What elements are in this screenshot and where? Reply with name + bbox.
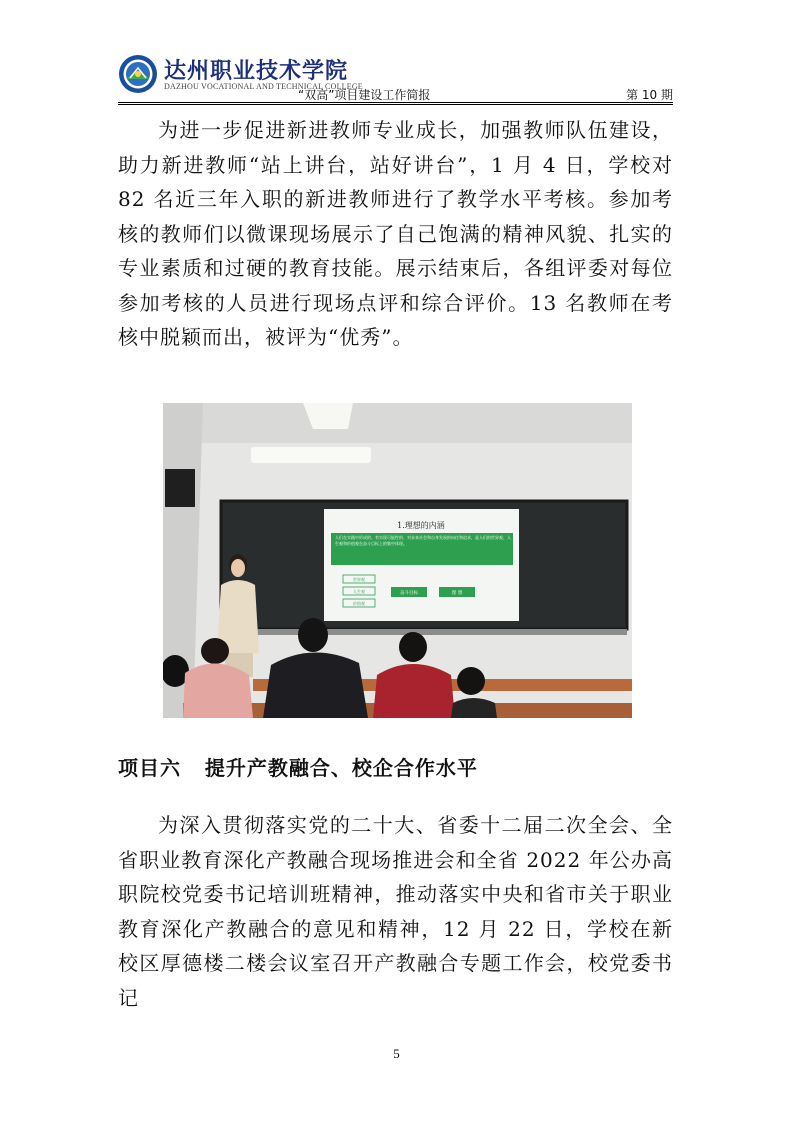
header-rule-thick	[118, 102, 673, 103]
school-name-cn: 达州职业技术学院	[164, 58, 349, 84]
slide-text: 人们在实践中形成的、有实现可能性的、对未来社会和自身发展的向往和追求，是人们的世界观、人生观和价值观在奋斗目标上的集中体现。	[335, 535, 511, 546]
svg-text:价值观: 价值观	[353, 601, 365, 606]
issue-number: 第 10 期	[626, 88, 673, 102]
svg-text:人生观: 人生观	[353, 589, 365, 594]
svg-text:理 想: 理 想	[451, 591, 463, 596]
paragraph-industry-education: 为深入贯彻落实党的二十大、省委十二届二次全会、全省职业教育深化产教融合现场推进会和全省 2022 年公办高职院校党委书记培训班精神，推动落实中央和省市关于职业教育深化产教融合的意见和精神，12 月 22 日，学校在新校区厚德楼二楼会议室召开产教融合专题工作会，校党委书记	[118, 813, 673, 1010]
svg-text:世界观: 世界观	[353, 577, 365, 582]
header-rule-thin	[118, 104, 673, 105]
paragraph-teacher-assessment: 为进一步促进新进教师专业成长，加强教师队伍建设，助力新进教师“站上讲台，站好讲台”，1 月 4 日，学校对 82 名近三年入职的新进教师进行了教学水平考核。参加考核的教师们以微课现场展示了自己饱满的精神风貌、扎实的专业素质和过硬的教育技能。展示结束后，各组评委对每位参加考核的人员进行现场点评和综合评价。13 名教师在考核中脱颖而出，被评为“优秀”。	[118, 118, 673, 349]
classroom-photo	[163, 403, 632, 718]
school-name-en: DAZHOU VOCATIONAL AND TECHNICAL COLLEGE	[164, 82, 363, 91]
section-heading: 项目六 提升产教融合、校企合作水平	[118, 756, 478, 780]
page-number: 5	[393, 1046, 400, 1061]
report-title: “双高”项目建设工作简报	[298, 88, 431, 102]
page-header	[118, 52, 673, 102]
college-logo-icon	[118, 54, 158, 94]
slide-title: 1.理想的内涵	[397, 521, 445, 530]
svg-text:奋斗目标: 奋斗目标	[400, 591, 418, 596]
